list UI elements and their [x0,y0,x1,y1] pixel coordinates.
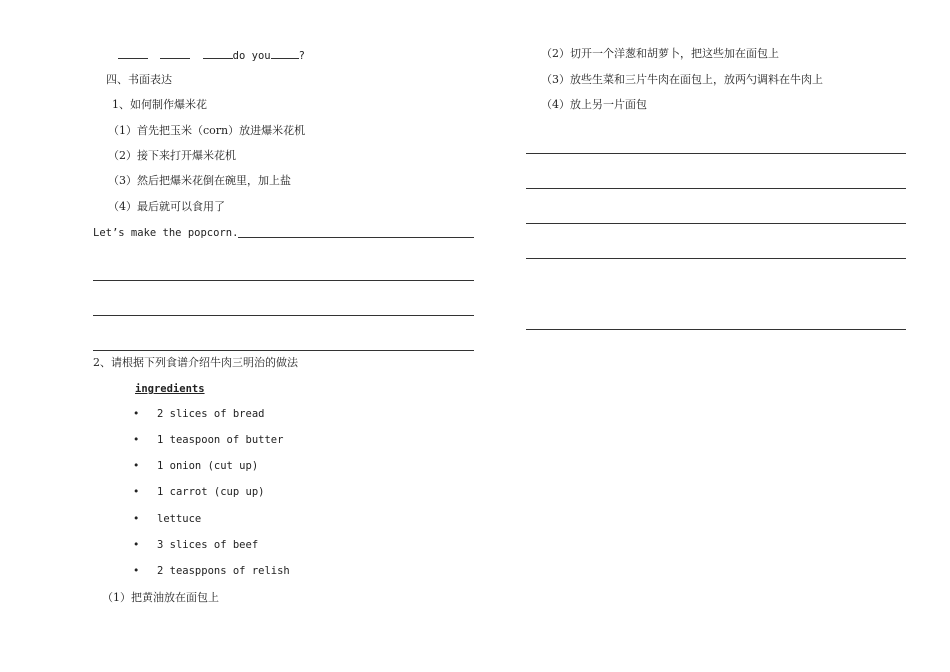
ingredient-text: 1 onion (cut up) [157,460,259,472]
ingredients-heading: ingredients [135,383,205,395]
question-1-title: 1、如何制作爆米花 [112,98,207,111]
answer-blank-2[interactable] [160,47,190,59]
q2-answer-line-5[interactable] [526,329,906,330]
q1-step-3: （3）然后把爆米花倒在碗里，加上盐 [108,174,291,187]
ingredient-item [133,512,201,526]
q1-answer-line-2[interactable] [93,280,474,281]
do-you-text: do you [232,50,271,62]
bullet-icon: • [133,434,140,446]
ingredient-item [133,459,258,473]
q1-step-4: （4）最后就可以食用了 [108,200,225,213]
answer-blank-4[interactable] [271,47,299,59]
bullet-icon: • [133,408,140,420]
ingredient-text: 2 slices of bread [157,408,265,420]
q2-answer-line-1[interactable] [526,153,906,154]
ingredient-item [133,564,290,578]
ingredient-item [133,407,264,421]
q2-step-1: （1）把黄油放在面包上 [102,591,219,604]
bullet-icon: • [133,565,140,577]
q1-answer-line-3[interactable] [93,315,474,316]
bullet-icon: • [133,460,140,472]
q1-step-1: （1）首先把玉米（corn）放进爆米花机 [108,124,306,137]
fill-in-sentence [118,47,305,63]
q1-answer-line-4[interactable] [93,350,474,351]
ingredient-item [133,485,264,499]
ingredient-item [133,538,258,552]
bullet-icon: • [133,486,140,498]
ingredient-text: 2 teasppons of relish [157,565,290,577]
ingredient-item [133,433,283,447]
ingredient-text: 3 slices of beef [157,539,259,551]
ingredient-text: 1 teaspoon of butter [157,434,284,446]
bullet-icon: • [133,513,140,525]
q2-step-3: （3）放些生菜和三片牛肉在面包上，放两勺调料在牛肉上 [541,73,823,86]
ingredient-text: 1 carrot (cup up) [157,486,265,498]
q1-answer-line-1[interactable] [238,237,474,238]
q1-step-2: （2）接下来打开爆米花机 [108,149,236,162]
q2-answer-line-4[interactable] [526,258,906,259]
q2-answer-line-2[interactable] [526,188,906,189]
q2-step-4: （4）放上另一片面包 [541,98,647,111]
ingredient-text: lettuce [157,513,202,525]
bullet-icon: • [133,539,140,551]
answer-blank-1[interactable] [118,47,148,59]
answer-blank-3[interactable] [203,47,233,59]
q2-answer-line-3[interactable] [526,223,906,224]
question-mark: ? [298,50,305,62]
q1-starter-sentence: Let’s make the popcorn. [93,227,239,239]
question-2-title: 2、请根据下列食谱介绍牛肉三明治的做法 [93,356,298,369]
section-title: 四、书面表达 [106,73,172,86]
q2-step-2: （2）切开一个洋葱和胡萝卜，把这些加在面包上 [541,47,779,60]
